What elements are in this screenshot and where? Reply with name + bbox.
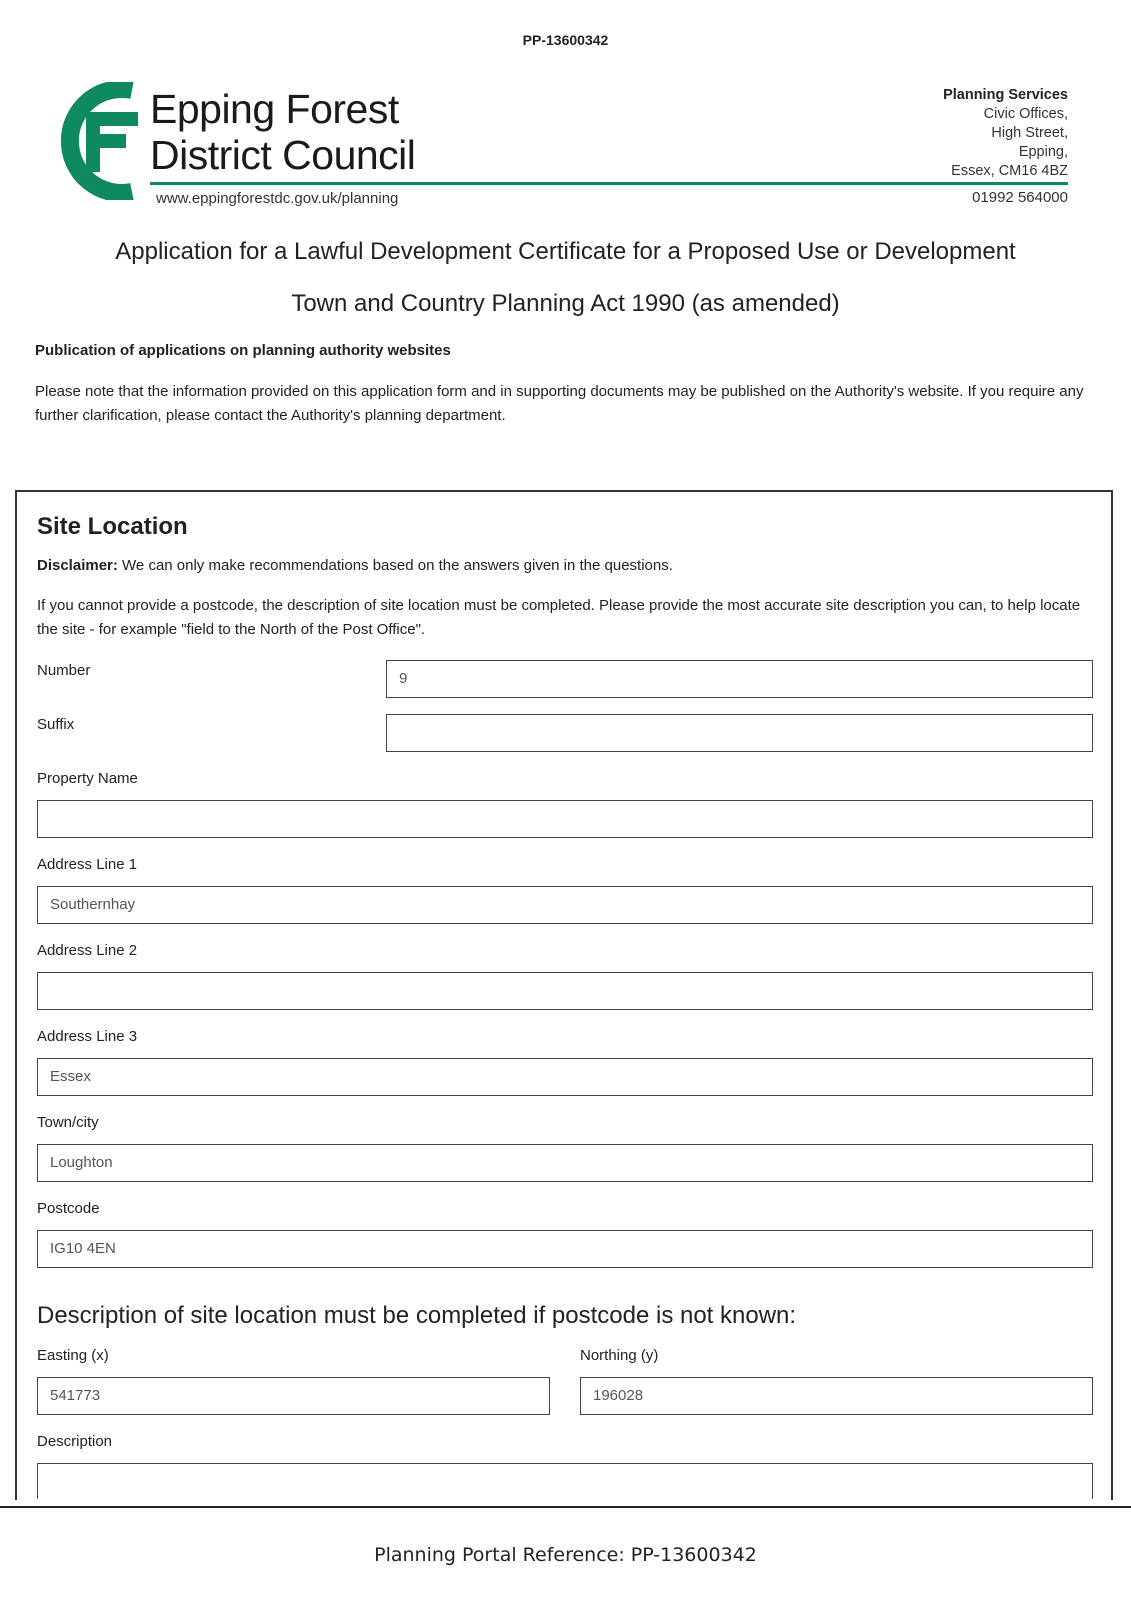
council-name-line2: District Council [150,132,416,178]
town-city-label: Town/city [37,1114,99,1131]
site-help-text: If you cannot provide a postcode, the description of site location must be completed. Please provide the most accurate site description you can, to help locate the site - for example "field to the North of the Post Office". [37,597,1081,638]
number-field[interactable]: 9 [386,660,1093,698]
description-field[interactable] [37,1463,1093,1499]
address-line-2-label: Address Line 2 [37,942,138,959]
disclaimer [37,557,673,574]
address-line-2-field[interactable] [37,972,1093,1010]
council-website: www.eppingforestdc.gov.uk/planning [156,190,399,207]
address-line-1-label: Address Line 1 [37,856,138,873]
section-title: Site Location [37,513,188,540]
disclaimer-text: We can only make recommendations based on the answers given in the questions. [117,557,673,574]
disclaimer-label: Disclaimer: [37,557,118,574]
footer-reference: Planning Portal Reference: PP-13600342 [374,1544,757,1566]
address-line-1-field[interactable]: Southernhay [37,886,1093,924]
page-reference: PP-13600342 [522,32,609,48]
publication-text: Please note that the information provided on this application form and in supporting documents may be published on the Authority's website. If you require any further clarification, please contact the Authority's planning department. [35,383,1084,424]
footer-divider [0,1506,1131,1508]
header-divider [150,182,1068,185]
town-city-field[interactable]: Loughton [37,1144,1093,1182]
address-line: High Street, [991,125,1068,141]
suffix-label: Suffix [37,716,75,733]
address-line: Essex, CM16 4BZ [951,163,1068,179]
address-line-3-label: Address Line 3 [37,1028,138,1045]
description-label: Description [37,1433,113,1450]
postcode-field[interactable]: IG10 4EN [37,1230,1093,1268]
council-name [150,86,415,178]
postcode-label: Postcode [37,1200,100,1217]
number-label: Number [37,662,91,679]
easting-field[interactable]: 541773 [37,1377,550,1415]
council-phone: 01992 564000 [972,189,1068,206]
suffix-field[interactable] [386,714,1093,752]
address-line: Planning Services [943,87,1068,103]
address-line: Civic Offices, [983,106,1068,122]
address-line-3-field[interactable]: Essex [37,1058,1093,1096]
description-heading: Description of site location must be completed if postcode is not known: [37,1302,797,1329]
council-logo-icon [52,82,140,200]
form-title: Application for a Lawful Development Certificate for a Proposed Use or Development [115,238,1016,265]
northing-field[interactable]: 196028 [580,1377,1093,1415]
easting-label: Easting (x) [37,1347,109,1364]
council-name-line1: Epping Forest [150,86,399,132]
property-name-label: Property Name [37,770,138,787]
publication-heading: Publication of applications on planning authority websites [35,342,451,359]
northing-label: Northing (y) [580,1347,659,1364]
council-address [943,86,1068,181]
address-line: Epping, [1018,144,1068,160]
form-subtitle: Town and Country Planning Act 1990 (as amended) [291,290,840,317]
property-name-field[interactable] [37,800,1093,838]
